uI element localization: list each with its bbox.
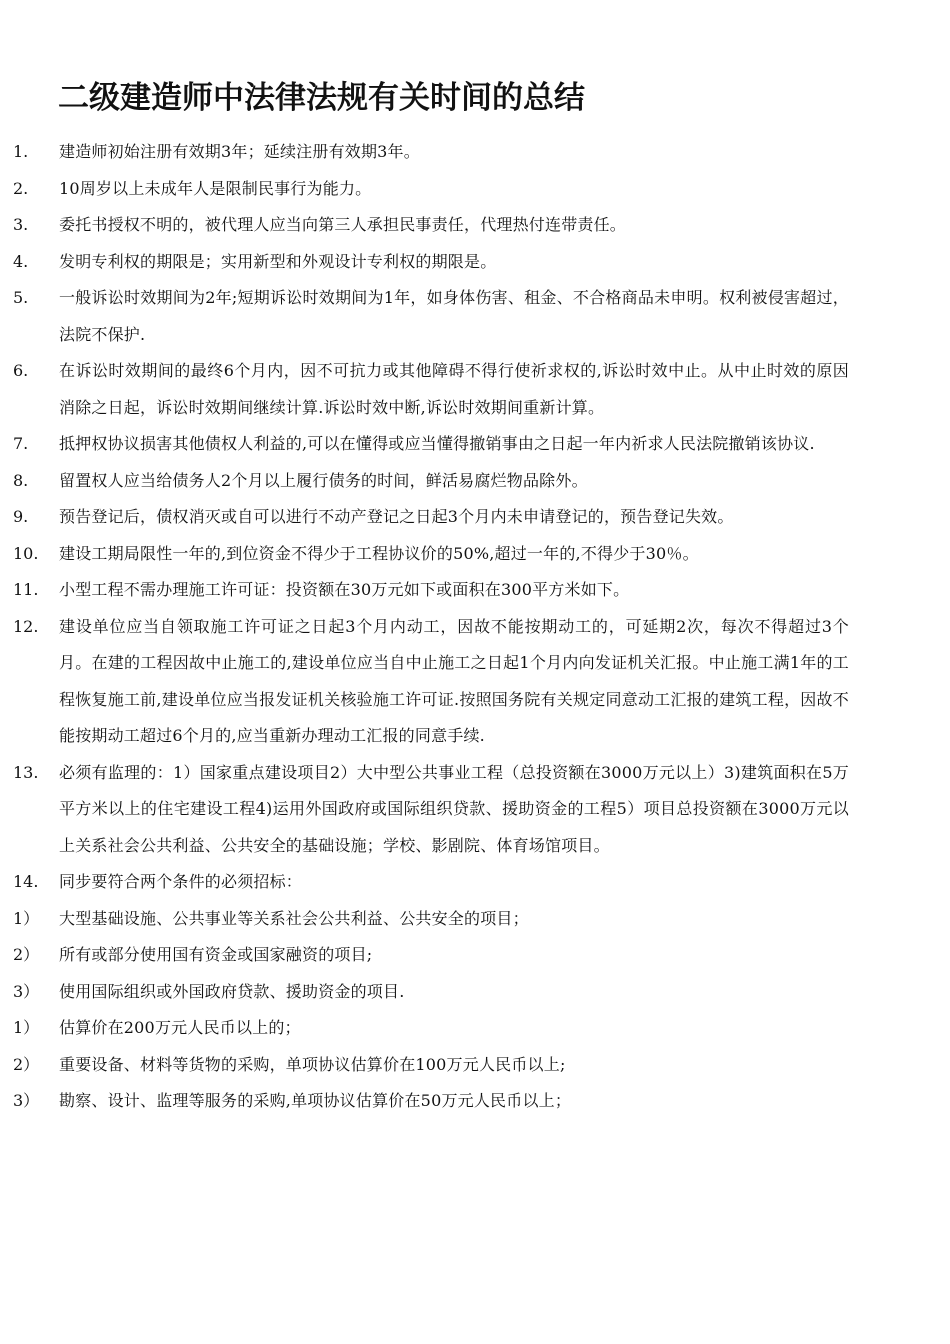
item-text: 所有或部分使用国有资金或国家融资的项目;	[59, 945, 373, 964]
list-item	[0, 1047, 950, 1084]
item-text: 一般诉讼时效期间为2年;短期诉讼时效期间为1年，如身体伤害、租金、不合格商品未申明。权利被侵害超过，法院不保护.	[59, 288, 849, 344]
item-number: 2）	[13, 1054, 40, 1074]
item-text: 委托书授权不明的，被代理人应当向第三人承担民事责任，代理热付连带责任。	[59, 215, 627, 234]
item-number: 7.	[13, 434, 29, 453]
item-text: 在诉讼时效期间的最终6个月内，因不可抗力或其他障碍不得行使祈求权的,诉讼时效中止。从中止时效的原因消除之日起，诉讼时效期间继续计算.诉讼时效中断,诉讼时效期间重新计算。	[59, 361, 849, 417]
item-number: 3.	[13, 215, 29, 234]
item-text: 建设单位应当自领取施工许可证之日起3个月内动工，因故不能按期动工的，可延期2次，每次不得超过3个月。在建的工程因故中止施工的,建设单位应当自中止施工之日起1个月内向发证机关汇报。中止施工满1年的工程恢复施工前,建设单位应当报发证机关核验施工许可证.按照国务院有关规定同意动工汇报的建筑工程，因故不能按期动工超过6个月的,应当重新办理动工汇报的同意手续.	[59, 616, 849, 745]
list-item	[0, 499, 950, 536]
item-number: 5.	[13, 288, 29, 307]
item-text: 勘察、设计、监理等服务的采购,单项协议估算价在50万元人民币以上；	[59, 1091, 572, 1110]
item-number: 1）	[13, 1018, 40, 1037]
list-item	[0, 1083, 950, 1120]
list-item	[0, 280, 950, 353]
item-text: 留置权人应当给债务人2个月以上履行债务的时间，鲜活易腐烂物品除外。	[59, 470, 588, 490]
list-item	[0, 974, 950, 1011]
item-text: 预告登记后，债权消灭或自可以进行不动产登记之日起3个月内未申请登记的，预告登记失效。	[59, 507, 734, 526]
item-text: 小型工程不需办理施工许可证：投资额在30万元如下或面积在300平方米如下。	[59, 580, 630, 599]
item-text: 估算价在200万元人民币以上的；	[59, 1018, 301, 1037]
item-number: 11.	[13, 580, 39, 599]
list-item	[0, 207, 950, 244]
list-item	[0, 171, 950, 208]
list-item	[0, 755, 950, 865]
list-item	[0, 937, 950, 974]
item-text: 使用国际组织或外国政府贷款、援助资金的项目.	[59, 981, 405, 1001]
item-number: 1）	[13, 908, 40, 928]
item-number: 1.	[13, 142, 29, 161]
item-number: 8.	[13, 470, 29, 490]
list-item	[0, 609, 950, 755]
item-number: 13.	[13, 762, 39, 782]
list-item	[0, 901, 950, 938]
item-number: 2）	[13, 945, 40, 964]
item-text: 同步要符合两个条件的必须招标：	[59, 872, 303, 891]
item-text: 发明专利权的期限是；实用新型和外观设计专利权的期限是。	[59, 251, 497, 271]
item-number: 3）	[13, 1091, 40, 1110]
item-number: 2.	[13, 178, 29, 198]
item-text: 抵押权协议损害其他债权人利益的,可以在懂得或应当懂得撤销事由之日起一年内祈求人民法院撤销该协议.	[59, 434, 815, 453]
item-text: 建造师初始注册有效期3年；延续注册有效期3年。	[59, 142, 420, 161]
item-number: 9.	[13, 507, 29, 526]
item-text: 重要设备、材料等货物的采购，单项协议估算价在100万元人民币以上;	[59, 1054, 566, 1074]
item-number: 14.	[13, 872, 39, 891]
list-item	[0, 536, 950, 573]
list-item	[0, 463, 950, 500]
item-number: 12.	[13, 616, 39, 636]
list-item	[0, 244, 950, 281]
item-text: 必须有监理的：1）国家重点建设项目2）大中型公共事业工程（总投资额在3000万元以上）3)建筑面积在5万平方米以上的住宅建设工程4)运用外国政府或国际组织贷款、援助资金的工程5）项目总投资额在3000万元以上关系社会公共利益、公共安全的基础设施；学校、影剧院、体育场馆项目。	[59, 762, 849, 855]
item-number: 10.	[13, 543, 39, 563]
item-list	[0, 134, 950, 1120]
list-item	[0, 572, 950, 609]
list-item	[0, 353, 950, 426]
list-item	[0, 426, 950, 463]
item-text: 大型基础设施、公共事业等关系社会公共利益、公共安全的项目；	[59, 908, 529, 928]
item-number: 3）	[13, 981, 40, 1001]
item-text: 10周岁以上未成年人是限制民事行为能力。	[59, 178, 372, 198]
list-item	[0, 864, 950, 901]
item-text: 建设工期局限性一年的,到位资金不得少于工程协议价的50%,超过一年的,不得少于30％。	[59, 543, 699, 563]
item-number: 6.	[13, 361, 29, 380]
item-number: 4.	[13, 251, 29, 271]
document-title: 二级建造师中法律法规有关时间的总结	[58, 80, 585, 116]
list-item	[0, 1010, 950, 1047]
list-item	[0, 134, 950, 171]
